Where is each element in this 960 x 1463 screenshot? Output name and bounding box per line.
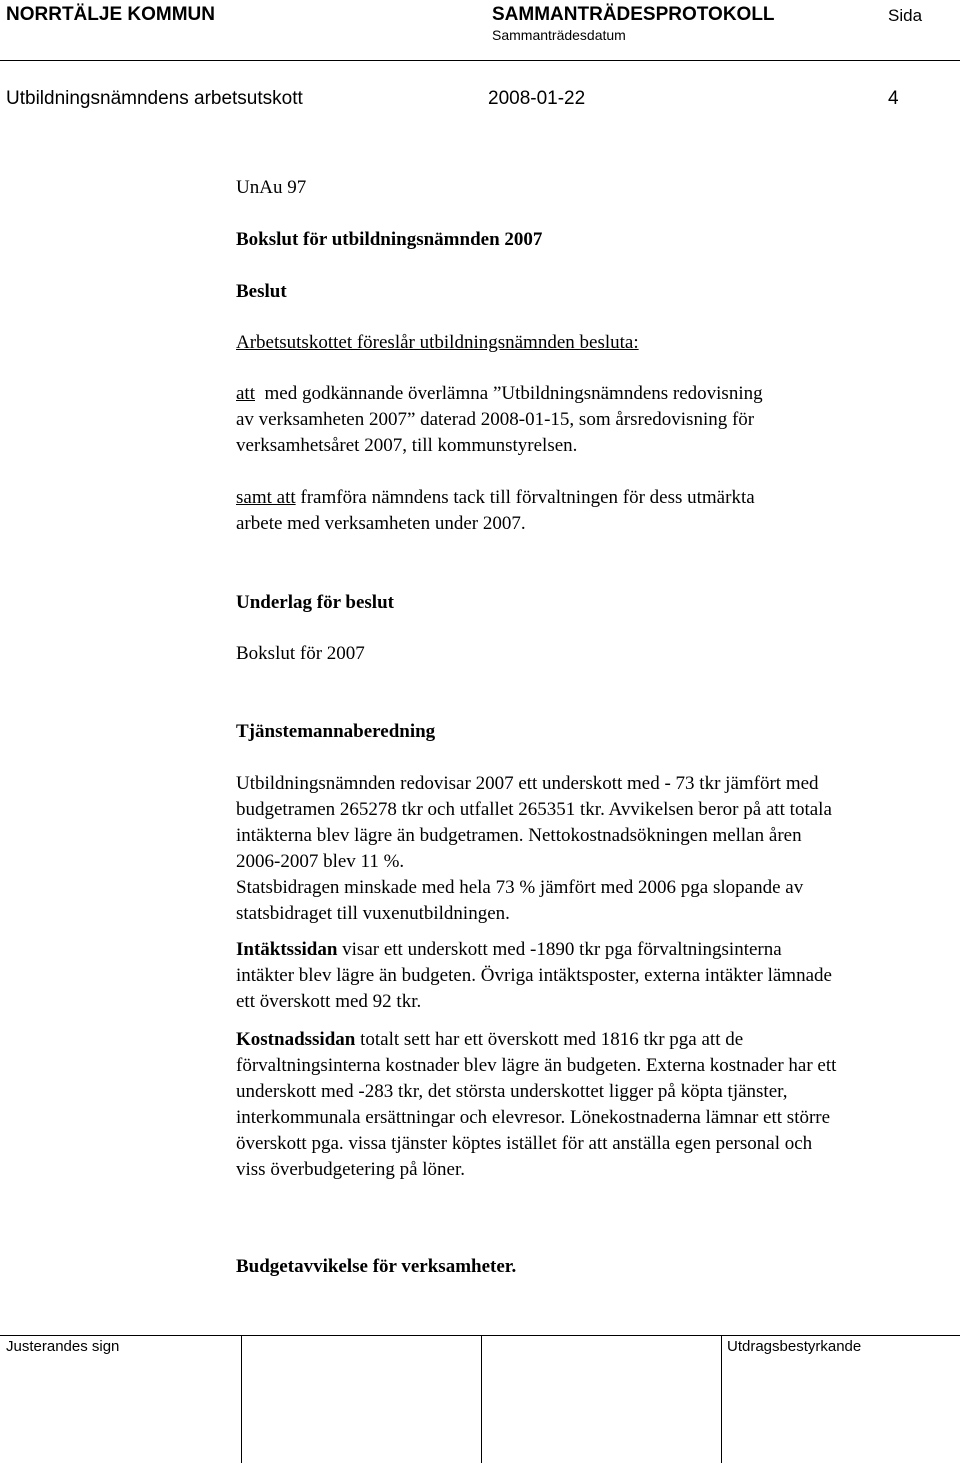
meeting-date: 2008-01-22 [488, 88, 586, 109]
meeting-date-label: Sammanträdesdatum [492, 27, 626, 43]
paragraph-kostnader: Kostnadssidan totalt sett har ett överskott med 1816 tkr pga att de förvaltningsinterna kostnader blev lägre än budgeten. Externa kostnader har ett underskott med -283 tkr, det största underskottet ligger på köpta tjänster, interkommunala ersättningar och elevresor. Lönekostnaderna lämnar ett större överskott pga. vissa tjänster köptes istället för att anställa egen personal och viss överbudgetering på löner. [236, 1029, 837, 1180]
municipality-name: NORRTÄLJE KOMMUN [6, 4, 215, 25]
document-type: SAMMANTRÄDESPROTOKOLL [492, 4, 775, 25]
section-title: Bokslut för utbildningsnämnden 2007 [236, 229, 543, 250]
att-keyword: att [236, 383, 255, 404]
section-reference: UnAu 97 [236, 177, 307, 198]
committee-name: Utbildningsnämndens arbetsutskott [6, 88, 303, 109]
samt-att-keyword: samt att [236, 487, 296, 508]
budget-heading: Budgetavvikelse för verksamheter. [236, 1256, 517, 1277]
page-footer [0, 1335, 960, 1463]
footer-separator [721, 1335, 722, 1463]
page-label: Sida [888, 6, 923, 25]
intakter-term: Intäktssidan [236, 939, 338, 960]
header-divider [0, 60, 960, 61]
footer-separator [481, 1335, 482, 1463]
footer-divider [0, 1335, 960, 1336]
att-clause-1: att med godkännande överlämna ”Utbildningsnämndens redovisning av verksamheten 2007” daterad 2008-01-15, som årsredovisning för verksamhetsåret 2007, till kommunstyrelsen. [236, 383, 763, 456]
beslut-heading: Beslut [236, 281, 287, 302]
underlag-heading: Underlag för beslut [236, 592, 394, 613]
tjanstemannaberedning-heading: Tjänstemannaberedning [236, 721, 436, 742]
att-clause-2: samt att framföra nämndens tack till förvaltningen för dess utmärkta arbete med verksamheten under 2007. [236, 487, 755, 534]
utdragsbestyrkande-label: Utdragsbestyrkande [727, 1338, 862, 1355]
underlag-item: Bokslut för 2007 [236, 643, 365, 664]
footer-separator [241, 1335, 242, 1463]
paragraph-summary: Utbildningsnämnden redovisar 2007 ett underskott med - 73 tkr jämfört med budgetramen 265278 tkr och utfallet 265351 tkr. Avvikelsen beror på att totala intäkterna blev lägre än budgetramen. Nettokostnadsökningen mellan åren 2006-2007 blev 11 %. Statsbidragen minskade med hela 73 % jämfört med 2006 pga slopande av statsbidraget till vuxenutbildningen. [236, 773, 832, 924]
proposal-line: Arbetsutskottet föreslår utbildningsnämnden besluta: [236, 332, 639, 353]
justerandes-sign-label: Justerandes sign [6, 1338, 120, 1355]
page-number: 4 [888, 88, 899, 109]
paragraph-intakter: Intäktssidan visar ett underskott med -1890 tkr pga förvaltningsinterna intäkter blev lägre än budgeten. Övriga intäktsposter, externa intäkter lämnade ett överskott med 92 tkr. [236, 939, 832, 1012]
kostnader-term: Kostnadssidan [236, 1029, 356, 1050]
